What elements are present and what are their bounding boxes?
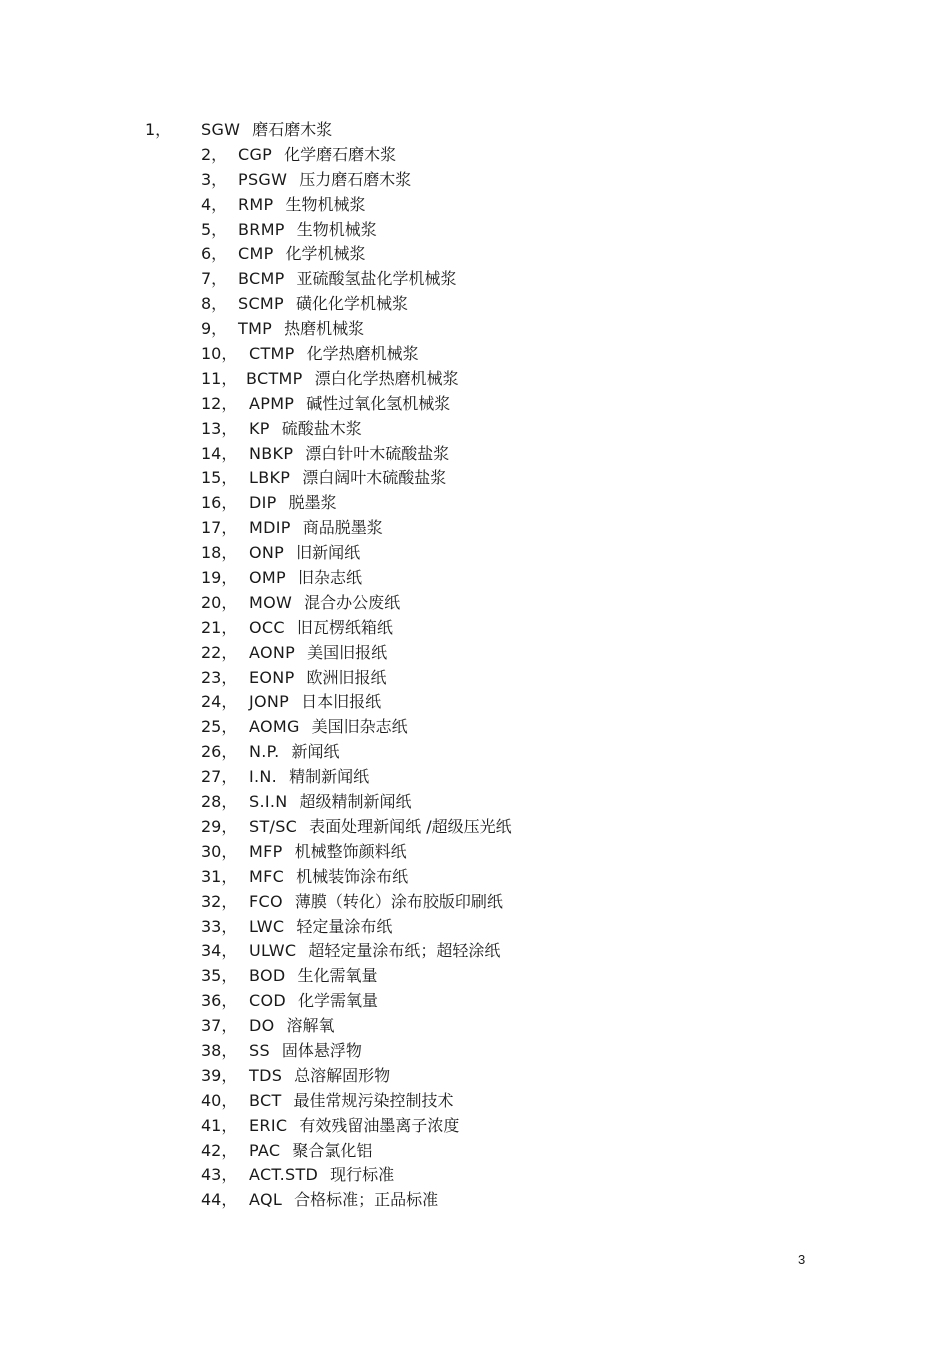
item-description: 超轻定量涂布纸；超轻涂纸 xyxy=(308,941,501,961)
item-description: 合格标准；正品标准 xyxy=(294,1190,439,1210)
item-abbreviation: BCTMP xyxy=(246,368,303,388)
item-number: 31， xyxy=(201,866,238,886)
item-abbreviation: MFP xyxy=(249,841,283,861)
list-item xyxy=(0,616,950,641)
item-number: 11， xyxy=(201,368,238,388)
item-number: 28， xyxy=(201,792,238,812)
item-number: 17， xyxy=(201,518,238,538)
item-description: 有效残留油墨离子浓度 xyxy=(299,1115,460,1135)
item-number: 12， xyxy=(201,393,238,413)
item-number: 35， xyxy=(201,966,238,986)
item-description: 漂白化学热磨机械浆 xyxy=(314,368,459,388)
list-item xyxy=(0,267,950,292)
item-abbreviation: I.N. xyxy=(249,767,278,787)
item-description: 生物机械浆 xyxy=(285,194,366,214)
list-item xyxy=(0,566,950,591)
list-item xyxy=(0,491,950,516)
list-item xyxy=(0,815,950,840)
list-item xyxy=(0,865,950,890)
list-item xyxy=(0,840,950,865)
item-abbreviation: BCT xyxy=(249,1090,282,1110)
item-number: 27， xyxy=(201,767,238,787)
item-abbreviation: LBKP xyxy=(249,468,291,488)
item-abbreviation: BRMP xyxy=(238,219,285,239)
item-number: 20， xyxy=(201,592,238,612)
list-item xyxy=(0,1139,950,1164)
item-abbreviation: ST/SC xyxy=(249,816,298,836)
item-number: 8， xyxy=(201,294,228,314)
item-abbreviation: CMP xyxy=(238,244,274,264)
list-item xyxy=(0,1014,950,1039)
item-description: 旧新闻纸 xyxy=(296,543,361,563)
item-description: 漂白阔叶木硫酸盐浆 xyxy=(302,468,447,488)
list-item xyxy=(0,218,950,243)
list-item xyxy=(0,666,950,691)
item-description: 化学需氧量 xyxy=(298,991,379,1011)
item-abbreviation: ACT.STD xyxy=(249,1165,319,1185)
item-description: 机械装饰涂布纸 xyxy=(296,866,409,886)
item-description: 热磨机械浆 xyxy=(284,319,365,339)
item-number: 7， xyxy=(201,269,228,289)
item-number: 13， xyxy=(201,418,238,438)
item-description: 新闻纸 xyxy=(291,742,340,762)
item-abbreviation: JONP xyxy=(249,692,290,712)
list-item xyxy=(0,367,950,392)
item-number: 34， xyxy=(201,941,238,961)
item-number: 14， xyxy=(201,443,238,463)
list-item xyxy=(0,690,950,715)
list-item xyxy=(0,1089,950,1114)
item-description: 硫酸盐木浆 xyxy=(281,418,362,438)
item-abbreviation: TDS xyxy=(249,1065,283,1085)
item-abbreviation: S.I.N xyxy=(249,792,288,812)
item-number: 5， xyxy=(201,219,228,239)
item-abbreviation: BCMP xyxy=(238,269,285,289)
item-number: 25， xyxy=(201,717,238,737)
item-abbreviation: APMP xyxy=(249,393,295,413)
item-abbreviation: ERIC xyxy=(249,1115,288,1135)
item-description: 漂白针叶木硫酸盐浆 xyxy=(305,443,450,463)
list-item xyxy=(0,292,950,317)
item-description: 旧杂志纸 xyxy=(297,568,362,588)
item-description: 美国旧报纸 xyxy=(307,642,388,662)
item-abbreviation: KP xyxy=(249,418,270,438)
item-description: 聚合氯化铝 xyxy=(292,1140,373,1160)
item-number: 44， xyxy=(201,1190,238,1210)
list-item xyxy=(0,417,950,442)
list-item xyxy=(0,168,950,193)
item-abbreviation: DO xyxy=(249,1016,275,1036)
item-description: 生化需氧量 xyxy=(297,966,378,986)
item-abbreviation: PAC xyxy=(249,1140,281,1160)
list-item xyxy=(0,392,950,417)
item-abbreviation: EONP xyxy=(249,667,295,687)
list-item xyxy=(0,591,950,616)
item-abbreviation: CGP xyxy=(238,144,273,164)
item-number: 26， xyxy=(201,742,238,762)
page-number: 3 xyxy=(798,1252,806,1267)
list-item xyxy=(0,740,950,765)
item-number: 30， xyxy=(201,841,238,861)
list-item xyxy=(0,641,950,666)
item-description: 磨石磨木浆 xyxy=(252,120,333,139)
item-description: 化学热磨机械浆 xyxy=(306,344,419,364)
item-description: 混合办公废纸 xyxy=(304,592,401,612)
list-item xyxy=(0,1064,950,1089)
list-item xyxy=(0,765,950,790)
item-description: 轻定量涂布纸 xyxy=(296,916,393,936)
item-abbreviation: OCC xyxy=(249,617,285,637)
item-abbreviation: LWC xyxy=(249,916,285,936)
item-number: 15， xyxy=(201,468,238,488)
item-description: 脱墨浆 xyxy=(288,493,337,513)
item-number: 40， xyxy=(201,1090,238,1110)
item-description: 生物机械浆 xyxy=(296,219,377,239)
item-number: 1， xyxy=(145,120,172,139)
item-description: 精制新闻纸 xyxy=(289,767,370,787)
item-description: 薄膜（转化）涂布胶版印刷纸 xyxy=(294,891,503,911)
item-number: 39， xyxy=(201,1065,238,1085)
item-abbreviation: AQL xyxy=(249,1190,283,1210)
item-description: 欧洲旧报纸 xyxy=(306,667,387,687)
item-description: 固体悬浮物 xyxy=(281,1040,362,1060)
item-number: 21， xyxy=(201,617,238,637)
item-description: 商品脱墨浆 xyxy=(302,518,383,538)
item-number: 23， xyxy=(201,667,238,687)
item-abbreviation: DIP xyxy=(249,493,277,513)
list-item xyxy=(0,317,950,342)
item-description: 日本旧报纸 xyxy=(301,692,382,712)
item-number: 3， xyxy=(201,169,228,189)
item-abbreviation: NBKP xyxy=(249,443,294,463)
item-description: 亚硫酸氢盐化学机械浆 xyxy=(296,269,457,289)
list-item xyxy=(0,1188,950,1213)
list-item xyxy=(0,1114,950,1139)
item-number: 24， xyxy=(201,692,238,712)
list-item xyxy=(0,516,950,541)
item-description: 总溶解固形物 xyxy=(294,1065,391,1085)
list-item xyxy=(0,890,950,915)
item-number: 41， xyxy=(201,1115,238,1135)
list-item xyxy=(0,442,950,467)
item-abbreviation: MDIP xyxy=(249,518,291,538)
item-description: 美国旧杂志纸 xyxy=(311,717,408,737)
item-description: 化学机械浆 xyxy=(285,244,366,264)
item-number: 4， xyxy=(201,194,228,214)
item-abbreviation: RMP xyxy=(238,194,274,214)
abbreviation-list xyxy=(0,118,950,1213)
item-description: 现行标准 xyxy=(330,1165,395,1185)
item-description: 表面处理新闻纸 /超级压光纸 xyxy=(309,816,512,836)
list-item xyxy=(0,964,950,989)
item-number: 19， xyxy=(201,568,238,588)
item-number: 22， xyxy=(201,642,238,662)
list-item xyxy=(0,989,950,1014)
item-abbreviation: SGW xyxy=(201,120,241,139)
item-description: 碱性过氧化氢机械浆 xyxy=(306,393,451,413)
item-number: 36， xyxy=(201,991,238,1011)
item-abbreviation: FCO xyxy=(249,891,283,911)
list-item xyxy=(0,342,950,367)
item-abbreviation: OMP xyxy=(249,568,286,588)
item-abbreviation: TMP xyxy=(238,319,273,339)
item-number: 43， xyxy=(201,1165,238,1185)
item-description: 旧瓦楞纸箱纸 xyxy=(296,617,393,637)
item-description: 压力磨石磨木浆 xyxy=(299,169,412,189)
item-abbreviation: COD xyxy=(249,991,286,1011)
item-abbreviation: AONP xyxy=(249,642,296,662)
item-number: 42， xyxy=(201,1140,238,1160)
list-item xyxy=(0,1163,950,1188)
item-description: 溶解氧 xyxy=(286,1016,335,1036)
item-number: 32， xyxy=(201,891,238,911)
list-item xyxy=(0,541,950,566)
list-item xyxy=(0,193,950,218)
list-item xyxy=(0,915,950,940)
list-item xyxy=(0,118,950,143)
item-abbreviation: N.P. xyxy=(249,742,280,762)
item-number: 10， xyxy=(201,344,238,364)
list-item xyxy=(0,242,950,267)
item-number: 29， xyxy=(201,816,238,836)
item-number: 18， xyxy=(201,543,238,563)
item-abbreviation: ULWC xyxy=(249,941,297,961)
list-item xyxy=(0,1039,950,1064)
item-number: 9， xyxy=(201,319,228,339)
item-abbreviation: PSGW xyxy=(238,169,288,189)
list-item xyxy=(0,790,950,815)
item-number: 33， xyxy=(201,916,238,936)
item-abbreviation: MFC xyxy=(249,866,285,886)
item-number: 6， xyxy=(201,244,228,264)
item-number: 16， xyxy=(201,493,238,513)
item-abbreviation: CTMP xyxy=(249,344,295,364)
item-description: 化学磨石磨木浆 xyxy=(284,144,397,164)
item-number: 37， xyxy=(201,1016,238,1036)
item-description: 超级精制新闻纸 xyxy=(299,792,412,812)
list-item xyxy=(0,715,950,740)
item-number: 2， xyxy=(201,144,228,164)
item-description: 磺化化学机械浆 xyxy=(295,294,408,314)
item-abbreviation: MOW xyxy=(249,592,293,612)
item-description: 最佳常规污染控制技术 xyxy=(293,1090,454,1110)
item-number: 38， xyxy=(201,1040,238,1060)
item-description: 机械整饰颜料纸 xyxy=(294,841,407,861)
item-abbreviation: AOMG xyxy=(249,717,300,737)
list-item xyxy=(0,939,950,964)
list-item xyxy=(0,466,950,491)
item-abbreviation: SS xyxy=(249,1040,270,1060)
item-abbreviation: SCMP xyxy=(238,294,284,314)
list-item xyxy=(0,143,950,168)
item-abbreviation: BOD xyxy=(249,966,286,986)
item-abbreviation: ONP xyxy=(249,543,285,563)
